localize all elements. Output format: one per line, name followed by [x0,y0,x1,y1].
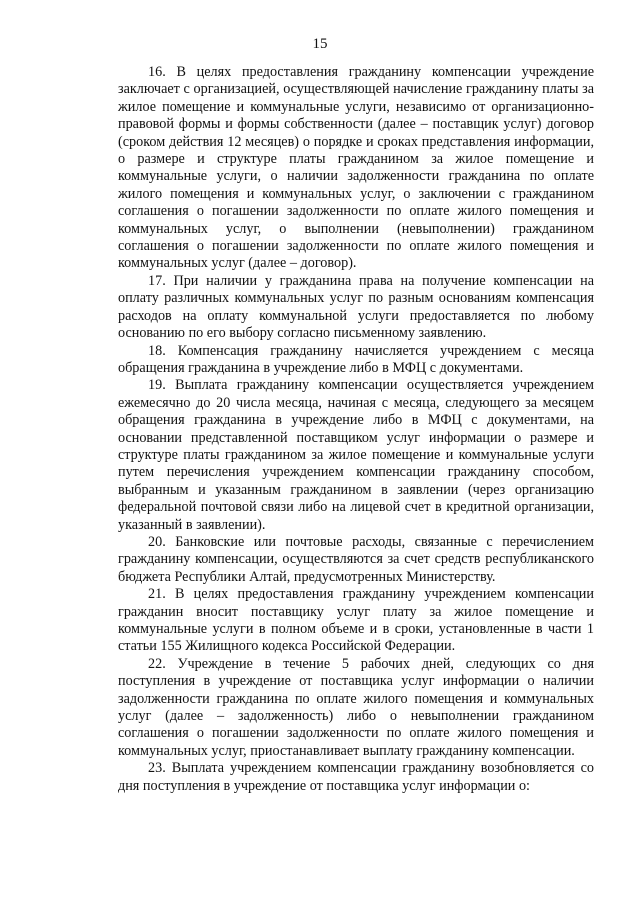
page-number: 15 [312,36,328,52]
paragraph-21: 21. В целях предоставления гражданину учреждением компенсации гражданин вносит поставщику услуг плату за жилое помещение и коммунальные услуги в полном объеме и в сроки, установленные в части 1 статьи 155 Жилищного кодекса Российской Федерации. [118,586,594,655]
paragraph-16: 16. В целях предоставления гражданину компенсации учреждение заключает с организацией, осуществляющей начисление гражданину платы за жилое помещение и коммунальные услуги, независимо от организационно-правовой формы и формы собственности (далее – поставщик услуг) договор (сроком действия 12 месяцев) о порядке и сроках представления информации, о размере и структуре платы гражданином за жилое помещение и коммунальные услуги, о наличии задолженности гражданина по оплате жилого помещения и коммунальных услуг, о заключении с гражданином соглашения о погашении задолженности по оплате жилого помещения и коммунальных услуг, о выполнении (невыполнении) гражданином соглашения о погашении задолженности по оплате жилого помещения и коммунальных услуг (далее – договор). [118,64,594,272]
document-body [118,64,594,795]
paragraph-22: 22. Учреждение в течение 5 рабочих дней, следующих со дня поступления в учреждение от поставщика услуг информации о наличии задолженности гражданина по оплате жилого помещения и коммунальных услуг (далее – задолженность) либо о невыполнении гражданином соглашения о погашении задолженности по оплате жилого помещения и коммунальных услуг, приостанавливает выплату гражданину компенсации. [118,655,594,759]
paragraph-18: 18. Компенсация гражданину начисляется учреждением с месяца обращения гражданина в учреждение либо в МФЦ с документами. [118,342,594,376]
paragraph-17: 17. При наличии у гражданина права на получение компенсации на оплату различных коммунальных услуг по разным основаниям компенсация расходов на оплату коммунальной услуги предоставляется по любому основанию по его выбору согласно письменному заявлению. [118,272,594,342]
paragraph-19: 19. Выплата гражданину компенсации осуществляется учреждением ежемесячно до 20 числа месяца, начиная с месяца, следующего за месяцем обращения гражданина в учреждение либо в МФЦ с документами, на основании представленной поставщиком услуг информации о размере и структуре платы гражданином за жилое помещение и коммунальные услуги путем перечисления учреждением компенсации гражданину способом, выбранным и указанным гражданином в заявлении (через организацию федеральной почтовой связи либо на лицевой счет в кредитной организации, указанный в заявлении). [118,377,594,533]
paragraph-23: 23. Выплата учреждением компенсации гражданину возобновляется со дня поступления в учреждение от поставщика услуг информации о: [118,760,594,794]
paragraph-20: 20. Банковские или почтовые расходы, связанные с перечислением гражданину компенсации, осуществляются за счет средств республиканского бюджета Республики Алтай, предусмотренных Министерству. [118,533,594,585]
